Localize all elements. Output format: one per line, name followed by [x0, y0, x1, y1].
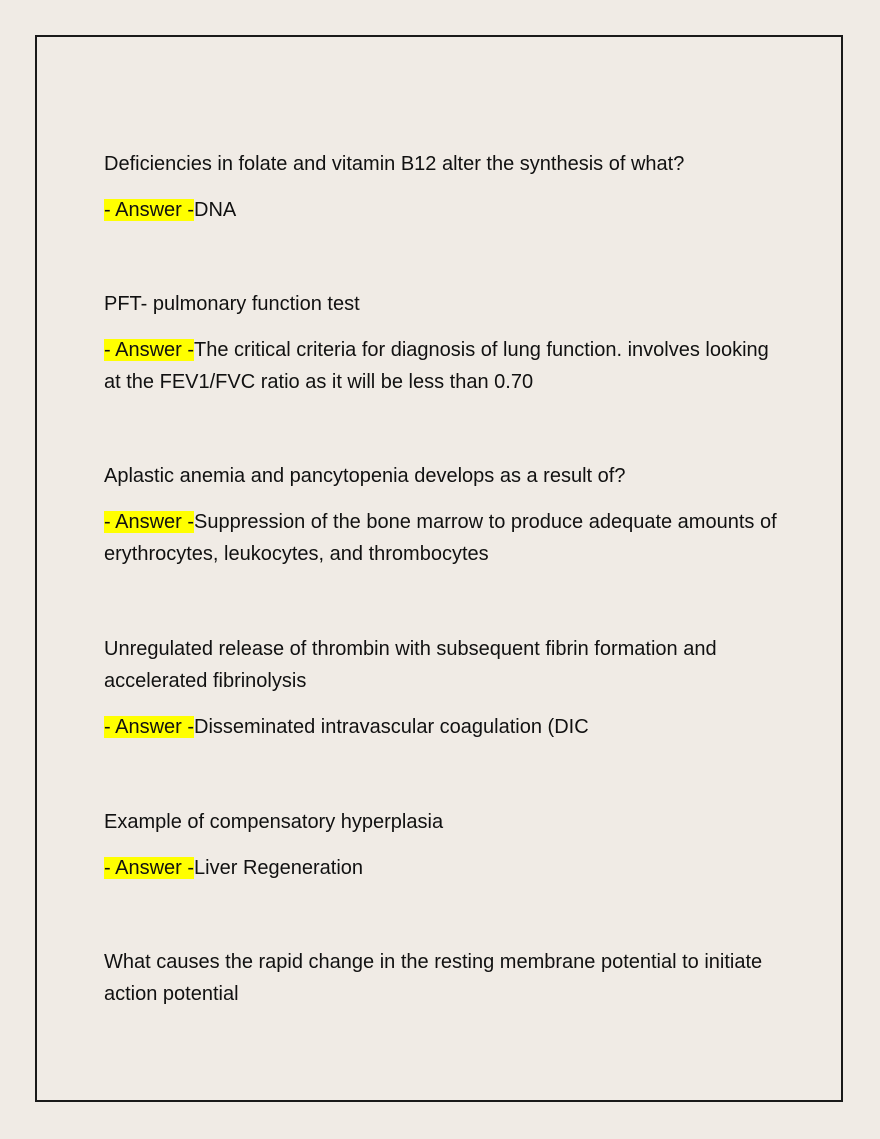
answer-label-highlight: - Answer -: [104, 339, 195, 361]
question-text: PFT- pulmonary function test: [104, 293, 360, 315]
answer-label-highlight: - Answer -: [104, 857, 195, 879]
answer-text: [104, 194, 784, 226]
answer-label-highlight: - Answer -: [104, 511, 195, 533]
answer-text: [104, 506, 784, 570]
answer-text: [104, 852, 784, 884]
qa-item: [104, 288, 784, 398]
qa-item: [104, 633, 784, 743]
answer-value: DNA: [194, 199, 237, 221]
answer-label-highlight: - Answer -: [104, 716, 195, 738]
answer-value: Liver Regeneration: [194, 857, 364, 879]
question-text: What causes the rapid change in the resting membrane potential to initiate action potential: [104, 951, 763, 1005]
qa-item: [104, 806, 784, 884]
question-text: Aplastic anemia and pancytopenia develops as a result of?: [104, 465, 626, 487]
question-text: Example of compensatory hyperplasia: [104, 811, 444, 833]
question-text: Unregulated release of thrombin with subsequent fibrin formation and accelerated fibrinolysis: [104, 638, 717, 692]
qa-item: [104, 460, 784, 570]
qa-item: [104, 946, 784, 1010]
answer-text: [104, 334, 784, 398]
answer-text: [104, 711, 784, 743]
qa-item: [104, 148, 784, 226]
answer-value: Suppression of the bone marrow to produce adequate amounts of erythrocytes, leukocytes, and thrombocytes: [104, 511, 777, 565]
answer-label-highlight: - Answer -: [104, 199, 195, 221]
answer-value: Disseminated intravascular coagulation (DIC: [194, 716, 589, 738]
question-text: Deficiencies in folate and vitamin B12 alter the synthesis of what?: [104, 153, 685, 175]
answer-value: The critical criteria for diagnosis of lung function. involves looking at the FEV1/FVC ratio as it will be less than 0.70: [104, 339, 769, 393]
